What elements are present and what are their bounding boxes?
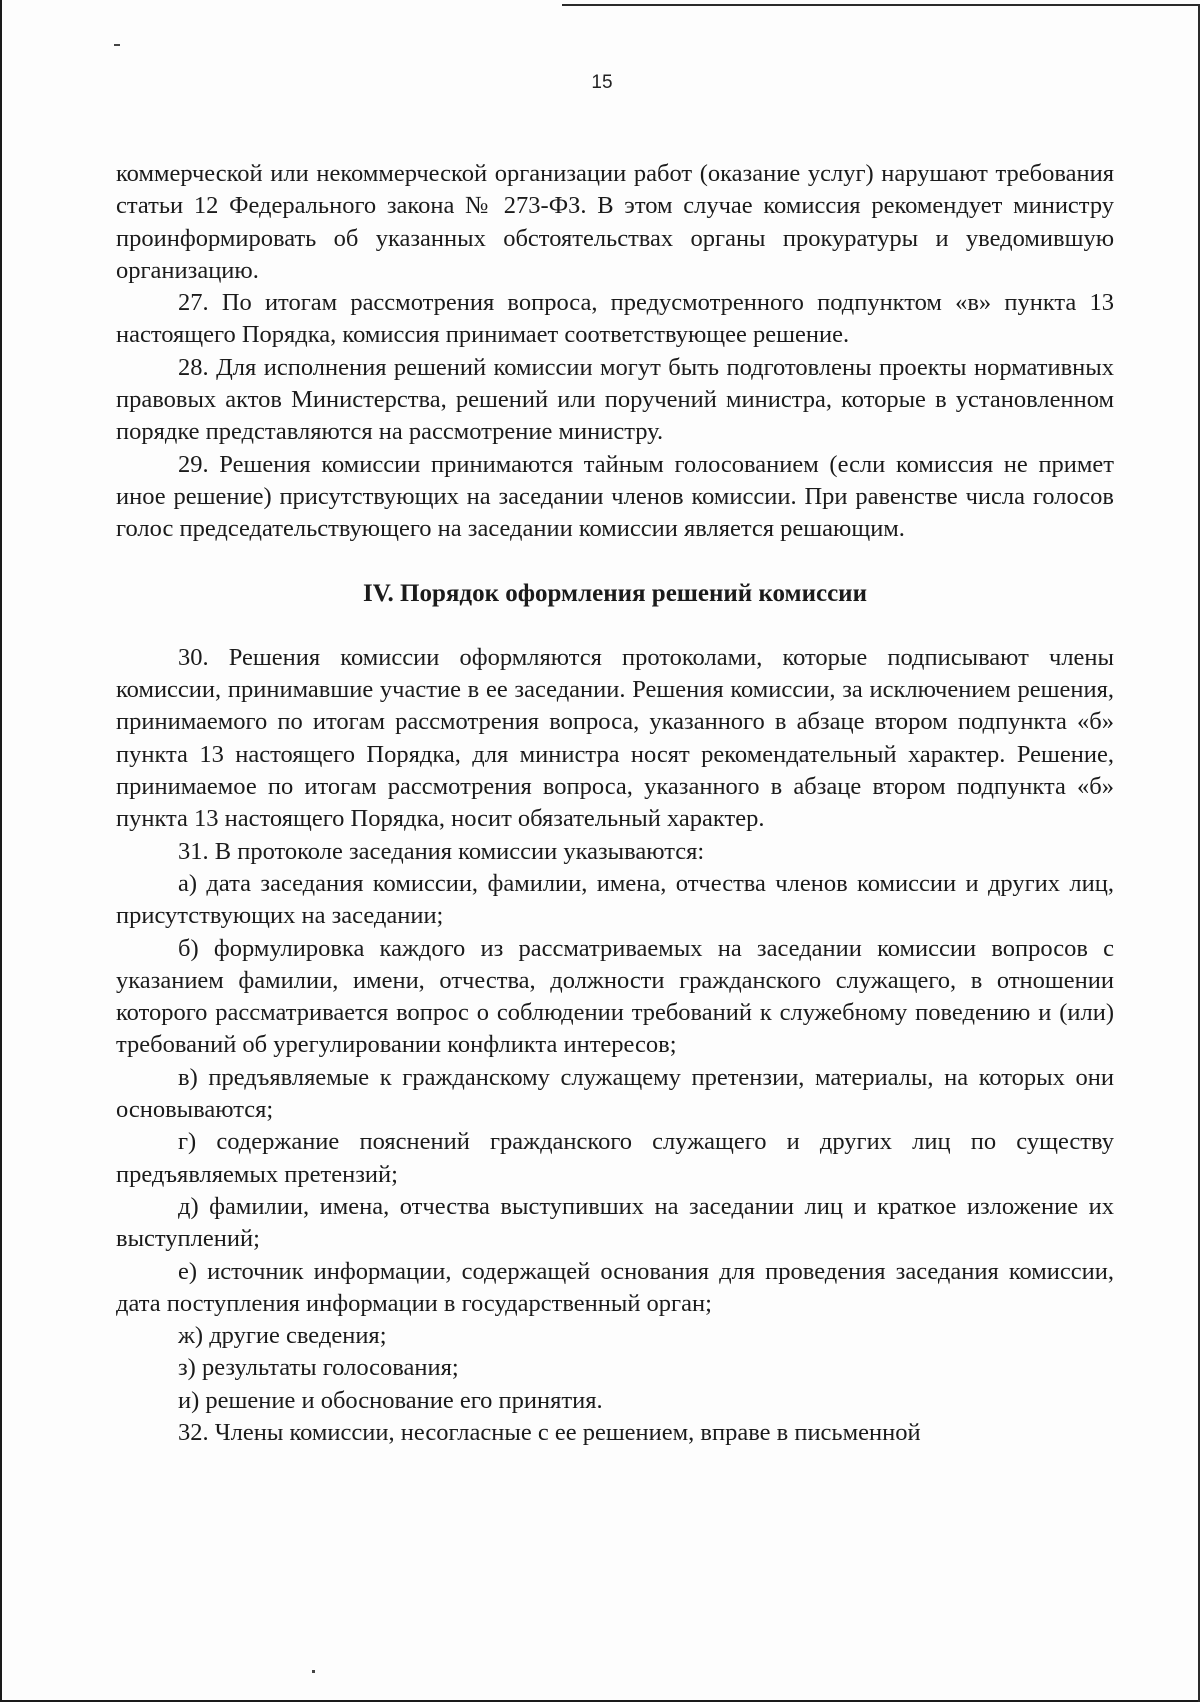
paragraph-31-z: з) результаты голосования; — [178, 1354, 459, 1382]
paragraph-28: 28. Для исполнения решений комиссии могут быть подготовлены проекты нормативных правовых актов Министерства, решений или поручений министра, которые в установленном порядке представляются на рассмотрение министру. — [116, 353, 1114, 446]
paragraph-32: 32. Члены комиссии, несогласные с ее решением, вправе в письменной — [178, 1418, 921, 1446]
scan-speck — [114, 44, 120, 46]
document-body — [116, 158, 1114, 1449]
paragraph-31-e: е) источник информации, содержащей основания для проведения заседания комиссии, дата поступления информации в государственный орган; — [116, 1257, 1114, 1317]
paragraph-31-b: б) формулировка каждого из рассматриваемых на заседании комиссии вопросов с указанием фамилии, имени, отчества, должности гражданского служащего, в отношении которого рассматривается вопрос о соблюдении требований к служебному поведению и (или) требований об урегулировании конфликта интересов; — [116, 934, 1114, 1059]
paragraph-27: 27. По итогам рассмотрения вопроса, предусмотренного подпунктом «в» пункта 13 настоящего Порядка, комиссия принимает соответствующее решение. — [116, 289, 1114, 349]
paragraph-31-d: д) фамилии, имена, отчества выступивших на заседании лиц и краткое изложение их выступлений; — [116, 1192, 1114, 1253]
paragraph-29: 29. Решения комиссии принимаются тайным голосованием (если комиссия не примет иное решение) присутствующих на заседании членов комиссии. При равенстве числа голосов голос председательствующего на заседании комиссии является решающим. — [116, 450, 1114, 543]
section-heading: IV. Порядок оформления решений комиссии — [363, 579, 867, 607]
scan-top-edge — [562, 4, 1200, 6]
paragraph-31-i: и) решение и обоснование его принятия. — [178, 1386, 603, 1414]
paragraph-30: 30. Решения комиссии оформляются протоколами, которые подписывают члены комиссии, принимавшие участие в ее заседании. Решения комиссии, за исключением решения, принимаемого по итогам рассмотрения вопроса, указанного в абзаце втором подпункта «б» пункта 13 настоящего Порядка, для министра носят рекомендательный характер. Решение, принимаемое по итогам рассмотрения вопроса, указанного в абзаце втором подпункта «б» пункта 13 настоящего Порядка, носит обязательный характер. — [116, 643, 1114, 833]
scan-speck — [312, 1670, 315, 1673]
paragraph-31-v: в) предъявляемые к гражданскому служащему претензии, материалы, на которых они основываются; — [116, 1063, 1114, 1124]
paragraph-31-g: г) содержание пояснений гражданского служащего и других лиц по существу предъявляемых претензий; — [116, 1128, 1114, 1188]
paragraph-continuation: коммерческой или некоммерческой организации работ (оказание услуг) нарушают требования статьи 12 Федерального закона № 273-ФЗ. В этом случае комиссия рекомендует министру проинформировать об указанных обстоятельствах органы прокуратуры и уведомившую организацию. — [116, 160, 1114, 284]
page-number: 15 — [591, 72, 613, 93]
paragraph-31-a: а) дата заседания комиссии, фамилии, имена, отчества членов комиссии и других лиц, присутствующих на заседании; — [116, 869, 1114, 930]
paragraph-31-zh: ж) другие сведения; — [178, 1322, 387, 1350]
paragraph-31: 31. В протоколе заседания комиссии указываются: — [178, 837, 705, 865]
